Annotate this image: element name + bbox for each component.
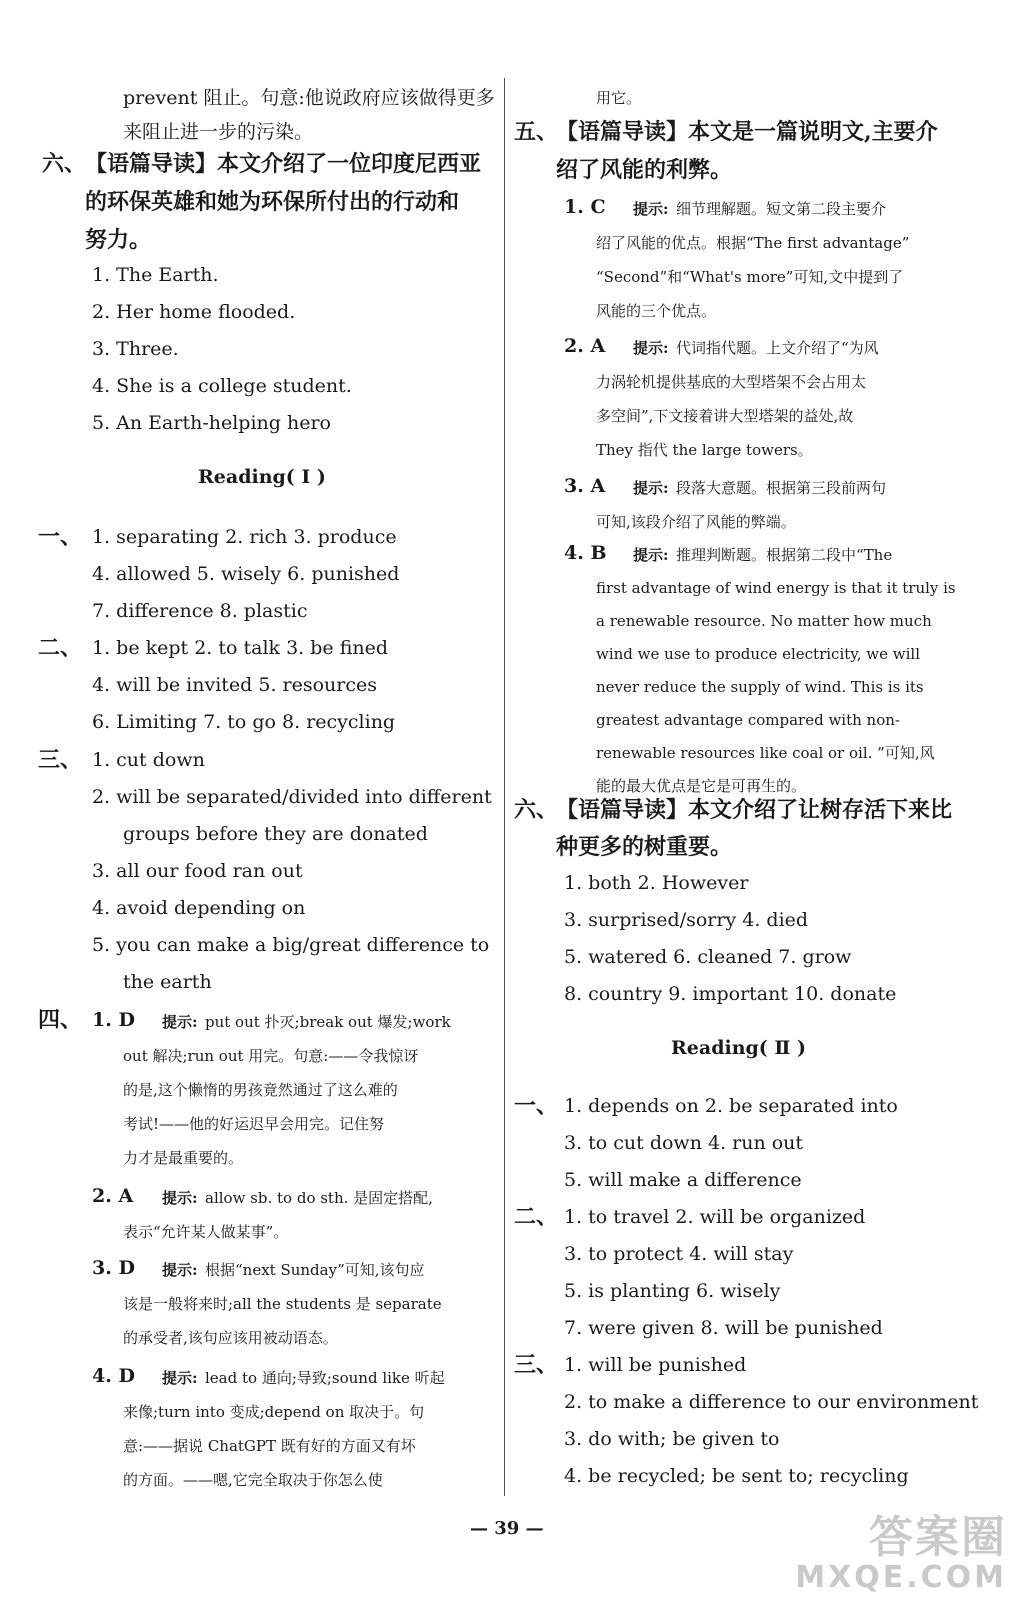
tip-text: out 解决;run out 用完。句意:——令我惊讶 [123,1047,419,1065]
page-number: — 39 — [470,1518,544,1539]
tip-text: greatest advantage compared with non- [596,711,900,729]
tip-text: 的是,这个懒惰的男孩竟然通过了这么难的 [123,1081,398,1099]
answer-line: 4. be recycled; be sent to; recycling [564,1465,909,1487]
question-head: 3. A [564,475,606,497]
r2-section-2-marker: 二、 [514,1204,559,1230]
answer-line: 1. cut down [92,749,205,771]
tip-text: 的承受者,该句应该用被动语态。 [123,1329,338,1347]
answer-line: 3. all our food ran out [92,860,303,882]
answer-line: 4. allowed 5. wisely 6. punished [92,563,400,585]
tip-text: 该是一般将来时;all the students 是 separate [123,1295,442,1313]
tip-label: 提示: [162,1013,198,1031]
tip-text: never reduce the supply of wind. This is its [596,678,924,696]
tip-text: 表示“允许某人做某事”。 [123,1223,289,1241]
answer-line: 1. The Earth. [92,264,219,286]
answer-line: 3. Three. [92,338,179,360]
tip-label: 提示: [633,200,669,218]
r2-section-3-marker: 三、 [514,1352,559,1378]
answer-line: 5. you can make a big/great difference to [92,934,490,956]
tip-text: renewable resources like coal or oil. ”可知,风 [596,744,935,762]
tip-text: 根据“next Sunday”可知,该句应 [205,1261,425,1279]
tip-text: 可知,该段介绍了风能的弊端。 [596,513,796,531]
tip-text: 能的最大优点是它是可再生的。 [596,777,807,795]
answer-line: the earth [123,971,212,993]
question-head: 3. D [92,1257,135,1279]
answer-line: 1. separating 2. rich 3. produce [92,526,397,548]
section-5-intro-2: 绍了风能的利弊。 [556,157,733,183]
r2-section-1-marker: 一、 [514,1093,559,1119]
answer-line: groups before they are donated [123,823,428,845]
question-head: 4. B [564,542,607,564]
answer-line: 8. country 9. important 10. donate [564,983,897,1005]
left-top-line-1: prevent 阻止。句意:他说政府应该做得更多 [123,87,495,109]
answer-line: 3. do with; be given to [564,1428,780,1450]
answer-line: 5. is planting 6. wisely [564,1280,781,1302]
answer-line: 5. An Earth-helping hero [92,412,331,434]
tip-text: put out 扑灭;break out 爆发;work [205,1013,451,1031]
answer-line: 2. will be separated/divided into different [92,786,492,808]
tip-text: a renewable resource. No matter how much [596,612,932,630]
reading-2-title: Reading( Ⅱ ) [671,1037,807,1059]
tip-text: lead to 通向;导致;sound like 听起 [205,1369,445,1387]
tip-text: 推理判断题。根据第二段中“The [676,546,893,564]
answer-line: 1. to travel 2. will be organized [564,1206,866,1228]
tip-text: 考试!——他的好运迟早会用完。记住努 [123,1115,385,1133]
tip-label: 提示: [633,546,669,564]
answer-line: 6. Limiting 7. to go 8. recycling [92,711,396,733]
section-6-intro-1: 【语篇导读】本文介绍了一位印度尼西亚 [85,151,482,177]
answer-line: 7. were given 8. will be punished [564,1317,883,1339]
r1-section-4-marker: 四、 [38,1007,83,1033]
r1-section-1-marker: 一、 [38,524,83,550]
question-head: 1. D [92,1009,135,1031]
tip-text: “Second”和“What's more”可知,文中提到了 [596,268,904,286]
tip-text: 来像;turn into 变成;depend on 取决于。句 [123,1403,425,1421]
r1-section-3-marker: 三、 [38,747,83,773]
section-5-marker: 五、 [514,119,559,145]
answer-line: 1. be kept 2. to talk 3. be fined [92,637,389,659]
answer-line: 4. avoid depending on [92,897,306,919]
tip-text: 力才是最重要的。 [123,1149,244,1167]
watermark-logo [795,1514,1007,1594]
answer-line: 1. depends on 2. be separated into [564,1095,898,1117]
tip-text: 的方面。——嗯,它完全取决于你怎么使 [123,1471,383,1489]
tip-label: 提示: [162,1369,198,1387]
answer-line: 3. to protect 4. will stay [564,1243,794,1265]
answer-line: 1. will be punished [564,1354,747,1376]
tip-label: 提示: [633,479,669,497]
answer-line: 4. will be invited 5. resources [92,674,377,696]
question-head: 2. A [564,335,606,357]
section-6-marker: 六、 [42,151,87,177]
left-top-line-2: 来阻止进一步的污染。 [123,121,314,143]
reading-1-title: Reading( Ⅰ ) [198,466,326,488]
tip-text: first advantage of wind energy is that it truly is [596,579,956,597]
answer-line: 2. to make a difference to our environment [564,1391,979,1413]
answer-line: 4. She is a college student. [92,375,352,397]
column-divider [504,78,505,1496]
tip-text: 绍了风能的优点。根据“The first advantage” [596,234,910,252]
tip-text: 段落大意题。根据第三段前两句 [676,479,887,497]
tip-text: 多空间”,下文接着讲大型塔架的益处,故 [596,407,854,425]
question-head: 1. C [564,196,606,218]
answer-line: 3. surprised/sorry 4. died [564,909,809,931]
watermark-small: MXQE.COM [795,1560,1007,1595]
answer-line: 1. both 2. However [564,872,749,894]
tip-text: 细节理解题。短文第二段主要介 [676,200,887,218]
right-top-line-1: 用它。 [596,89,642,107]
answer-line: 5. will make a difference [564,1169,802,1191]
tip-text: wind we use to produce electricity, we will [596,645,921,663]
question-head: 4. D [92,1365,135,1387]
r1-section-2-marker: 二、 [38,635,83,661]
section-6b-intro-1: 【语篇导读】本文介绍了让树存活下来比 [556,797,953,823]
section-6b-intro-2: 种更多的树重要。 [556,834,733,860]
answer-line: 5. watered 6. cleaned 7. grow [564,946,852,968]
tip-text: 意:——据说 ChatGPT 既有好的方面又有坏 [123,1437,416,1455]
section-6-intro-2: 的环保英雄和她为环保所付出的行动和 [85,189,460,215]
answer-line: 3. to cut down 4. run out [564,1132,804,1154]
tip-text: 代词指代题。上文介绍了“为风 [676,339,879,357]
tip-label: 提示: [162,1189,198,1207]
tip-label: 提示: [162,1261,198,1279]
section-6b-marker: 六、 [514,797,559,823]
answer-line: 2. Her home flooded. [92,301,296,323]
tip-text: They 指代 the large towers。 [596,441,813,459]
section-6-intro-3: 努力。 [85,227,152,253]
section-5-intro-1: 【语篇导读】本文是一篇说明文,主要介 [556,119,938,145]
question-head: 2. A [92,1185,134,1207]
answer-line: 7. difference 8. plastic [92,600,308,622]
tip-text: 力涡轮机提供基底的大型塔架不会占用太 [596,373,867,391]
tip-text: allow sb. to do sth. 是固定搭配, [205,1189,433,1207]
watermark-big: 答案圈 [869,1512,1007,1563]
tip-label: 提示: [633,339,669,357]
tip-text: 风能的三个优点。 [596,302,717,320]
